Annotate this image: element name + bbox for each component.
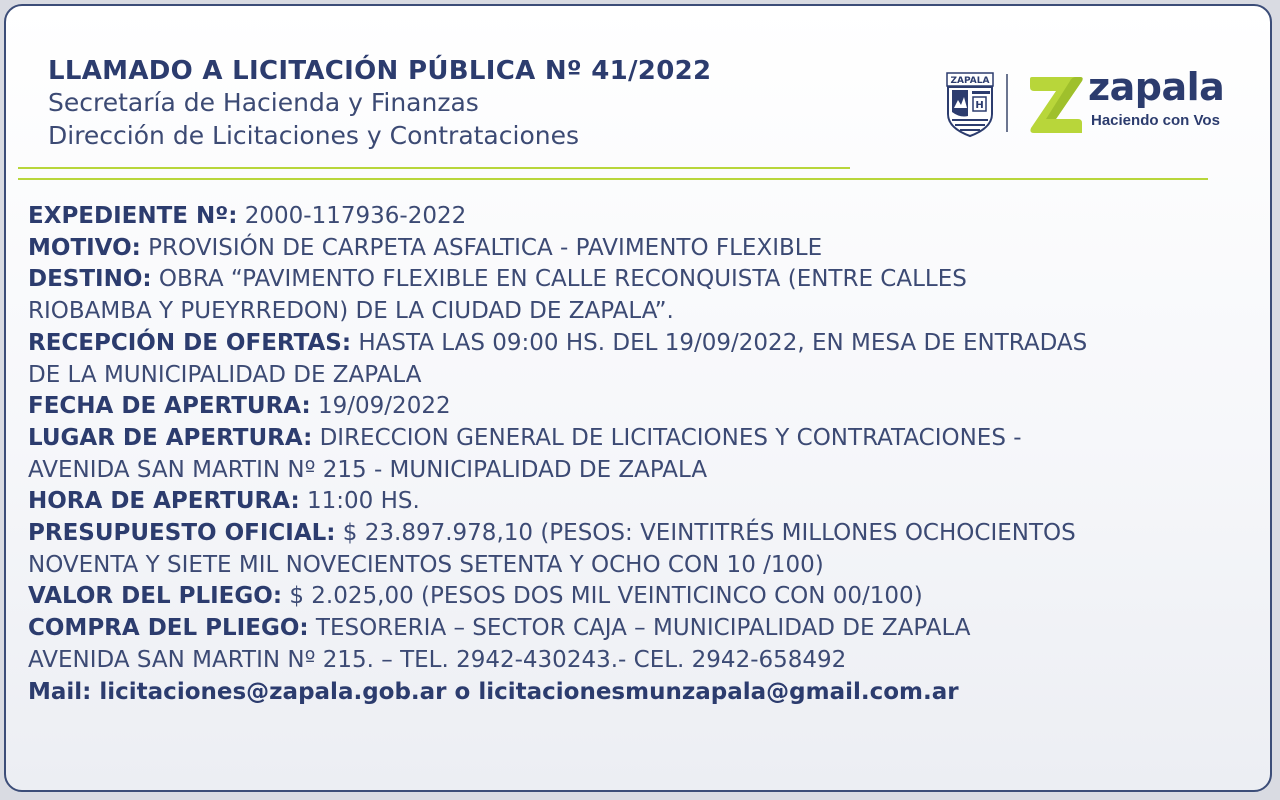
fecha-value: 19/09/2022 — [310, 393, 451, 420]
divider-long — [18, 178, 1208, 180]
fecha-label: FECHA DE APERTURA: — [28, 393, 311, 420]
destino-value: OBRA “PAVIMENTO FLEXIBLE EN CALLE RECONQUISTA (ENTRE CALLES — [151, 266, 967, 293]
presupuesto-row-continued: NOVENTA Y SIETE MIL NOVECIENTOS SETENTA Y OCHO CON 10 /100) — [28, 551, 824, 578]
valor-value: $ 2.025,00 (PESOS DOS MIL VEINTICINCO CON 00/100) — [282, 583, 923, 610]
notice-card — [4, 4, 1272, 792]
divider-short — [18, 167, 850, 169]
destino-row-continued: RIOBAMBA Y PUEYRREDON) DE LA CIUDAD DE ZAPALA”. — [28, 298, 674, 325]
motivo-value: PROVISIÓN DE CARPETA ASFALTICA - PAVIMENTO FLEXIBLE — [140, 234, 823, 261]
fecha-row — [28, 391, 1268, 423]
destino-row — [28, 264, 1268, 296]
presupuesto-row — [28, 518, 1268, 550]
expediente-row — [28, 201, 1268, 233]
contact-mail-line: Mail: licitaciones@zapala.gob.ar o licitacionesmunzapala@gmail.com.ar — [28, 678, 959, 705]
logo-group — [942, 65, 1242, 140]
motivo-label: MOTIVO: — [28, 234, 141, 261]
compra-value: TESORERIA – SECTOR CAJA – MUNICIPALIDAD DE ZAPALA — [308, 615, 971, 642]
hora-label: HORA DE APERTURA: — [28, 488, 300, 515]
presupuesto-value: $ 23.897.978,10 (PESOS: VEINTITRÉS MILLONES OCHOCIENTOS — [335, 520, 1076, 547]
lugar-row-continued: AVENIDA SAN MARTIN Nº 215 - MUNICIPALIDAD DE ZAPALA — [28, 456, 708, 483]
lugar-value: DIRECCION GENERAL DE LICITACIONES Y CONTRATACIONES - — [312, 424, 1022, 451]
recepcion-value: HASTA LAS 09:00 HS. DEL 19/09/2022, EN MESA DE ENTRADAS — [351, 329, 1088, 356]
recepcion-label: RECEPCIÓN DE OFERTAS: — [28, 329, 352, 356]
lugar-label: LUGAR DE APERTURA: — [28, 424, 313, 451]
hora-row — [28, 486, 1268, 518]
svg-text:H: H — [975, 100, 984, 111]
valor-label: VALOR DEL PLIEGO: — [28, 583, 283, 610]
compra-row-continued: AVENIDA SAN MARTIN Nº 215. – TEL. 2942-430243.- CEL. 2942-658492 — [28, 646, 847, 673]
notice-title: LLAMADO A LICITACIÓN PÚBLICA Nº 41/2022 — [48, 56, 712, 86]
lugar-row — [28, 423, 1268, 455]
zapala-crest-logo — [946, 72, 996, 138]
notice-body — [28, 201, 1268, 708]
brand-tagline: Haciendo con Vos — [1091, 112, 1220, 129]
compra-row — [28, 613, 1268, 645]
expediente-label: EXPEDIENTE Nº: — [28, 203, 238, 229]
destino-label: DESTINO: — [28, 266, 152, 293]
expediente-value: 2000-117936-2022 — [237, 203, 467, 229]
presupuesto-label: PRESUPUESTO OFICIAL: — [28, 520, 336, 547]
hora-value: 11:00 HS. — [299, 488, 420, 515]
zapala-brand-mark-icon — [1026, 73, 1086, 137]
recepcion-row — [28, 328, 1268, 360]
logo-separator — [1006, 74, 1008, 132]
crest-text: ZAPALA — [950, 76, 990, 86]
recepcion-row-continued: DE LA MUNICIPALIDAD DE ZAPALA — [28, 361, 422, 388]
brand-wordmark: zapala — [1088, 65, 1225, 109]
motivo-row — [28, 233, 1268, 265]
compra-label: COMPRA DEL PLIEGO: — [28, 615, 309, 642]
department-name: Secretaría de Hacienda y Finanzas — [48, 88, 479, 117]
valor-row — [28, 581, 1268, 613]
office-name: Dirección de Licitaciones y Contrataciones — [48, 121, 579, 150]
header — [48, 56, 808, 152]
